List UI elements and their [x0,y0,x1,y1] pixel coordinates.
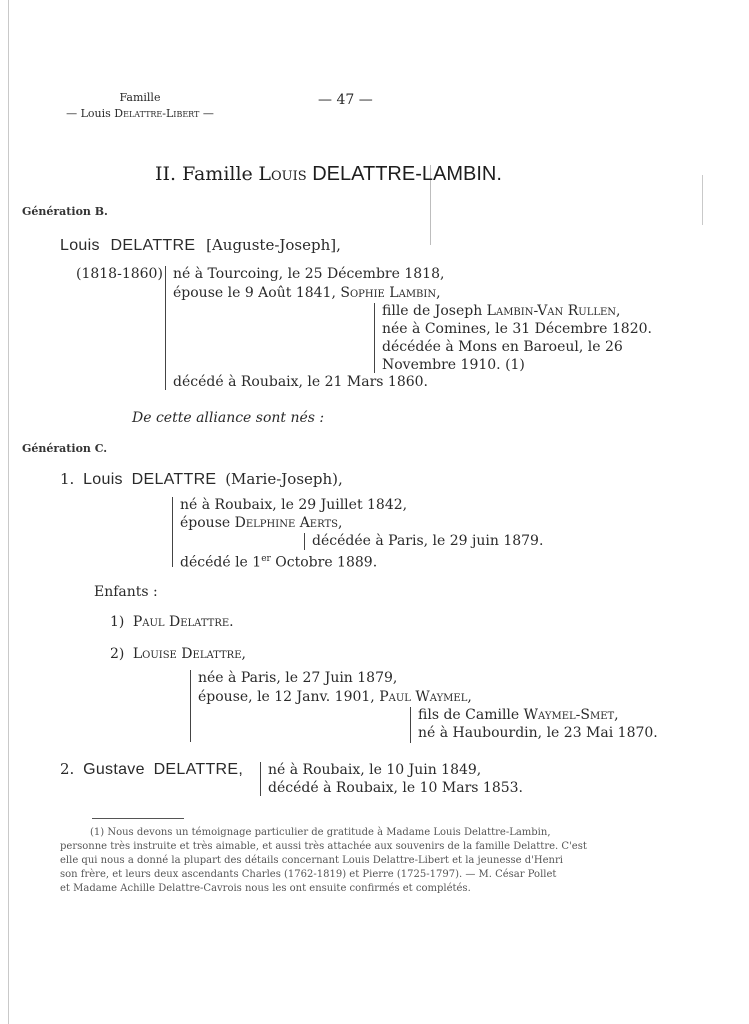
child2-name-line [60,760,243,779]
running-header-family [40,106,240,122]
generation-c-heading: Génération C. [22,442,108,455]
footnote [60,826,678,896]
spouse-father [382,303,620,320]
footnote-line2: personne très instruite et très aimable, et aussi très attachée aux souvenirs de la famille Delattre. C'est [60,841,587,852]
grandchild2-spouse-father-name: Waymel-Smet, [523,707,619,723]
spouse-born: née à Comines, le 31 Décembre 1820. [382,321,652,337]
spouse-died-line2: Novembre 1910. (1) [382,357,525,373]
child1-surname: DELATTRE [131,471,217,488]
child1-spouse-died: décédée à Paris, le 29 juin 1879. [312,533,544,549]
child1-spouse: Delphine Aerts, [234,515,343,531]
louis-years: (1818-1860) [76,266,163,282]
enfants-label: Enfants : [94,584,158,600]
louis-surname: DELATTRE [110,237,196,254]
grandchild2-born: née à Paris, le 27 Juin 1879, [198,670,398,686]
louis-born: né à Tourcoing, le 25 Décembre 1818, [173,266,445,282]
child1-spouse-bracket [304,533,305,550]
louis-marriage [173,285,441,302]
child2-number: 2. [60,760,75,778]
footnote-line1: (1) Nous devons un témoignage particulier de gratitude à Madame Louis Delattre-Lambin, [90,827,551,838]
child2-bracket [260,762,261,796]
spouse-died-line1: décédée à Mons en Baroeul, le 26 [382,339,623,355]
grandchild2-marriage [198,689,472,706]
header-family-rest: Delattre-Libert [114,107,200,120]
child1-died-suffix: Octobre 1889. [275,554,378,571]
child1-died [180,551,377,572]
grandchild2-spouse-father [418,707,619,724]
running-header-label: Famille [119,91,161,104]
louis-bracket [165,266,166,390]
grandchild2-spouse-bracket [410,707,411,743]
child2-first-name: Gustave [83,761,145,778]
running-header [40,90,240,122]
grandchild1 [110,614,234,631]
scan-mark-right [702,175,703,225]
spouse-bracket [374,303,375,373]
child1-bracket [172,497,173,567]
child1-died-sup: er [261,554,271,564]
louis-spouse: Sophie Lambin, [340,285,441,301]
grandchild2-bracket [190,670,191,742]
child2-born: né à Roubaix, le 10 Juin 1849, [268,762,482,778]
footnote-line5: et Madame Achille Delattre-Cavrois nous les ont ensuite confirmés et complétés. [60,883,471,894]
footnote-line4: son frère, et leurs deux ascendants Charles (1762-1819) et Pierre (1725-1797). — M. César Pollet [60,869,557,880]
grandchild1-number: 1) [110,614,125,630]
child1-first-name: Louis [83,471,123,488]
footnote-rule [92,818,184,819]
scan-left-edge [8,0,9,1024]
title-part1: II. Famille [155,163,253,185]
title-part3: DELATTRE-LAMBIN. [312,163,502,185]
louis-name-line [60,236,341,255]
grandchild2-name: Louise Delattre, [132,646,246,662]
title-part2: Louis [258,163,307,185]
child1-number: 1. [60,470,75,488]
header-dash-left: — [66,107,78,120]
louis-given-names: [Auguste-Joseph], [206,236,341,254]
child1-marriage-prefix: épouse [180,515,231,531]
footnote-line3: elle qui nous a donné la plupart des détails concernant Louis Delattre-Libert et la jeunesse d'Henri [60,855,563,866]
grandchild2-spouse: Paul Waymel, [379,689,472,705]
page-number: — 47 — [318,92,373,108]
grandchild2-spouse-born: né à Haubourdin, le 23 Mai 1870. [418,725,658,741]
grandchild2-marriage-prefix: épouse, le 12 Janv. 1901, [198,689,375,705]
page-title [155,163,502,186]
louis-died: décédé à Roubaix, le 21 Mars 1860. [173,374,429,390]
louis-first-name: Louis [60,237,100,254]
child1-given-names: (Marie-Joseph), [225,470,343,488]
child1-born: né à Roubaix, le 29 Juillet 1842, [180,497,408,513]
grandchild2 [110,646,246,663]
generation-b-heading: Génération B. [22,205,108,218]
header-family-first: Louis [80,107,111,120]
grandchild2-number: 2) [110,646,125,662]
spouse-father-prefix: fille de Joseph [382,303,483,319]
child1-died-prefix: décédé le 1 [180,554,262,571]
alliance-text: De cette alliance sont nés : [132,410,325,426]
louis-marriage-prefix: épouse le 9 Août 1841, [173,285,336,301]
header-dash-right: — [202,107,214,120]
grandchild1-name: Paul Delattre. [132,614,234,630]
child2-surname: DELATTRE, [153,761,244,778]
grandchild2-spouse-father-prefix: fils de Camille [418,707,520,723]
child1-name-line [60,470,343,489]
spouse-father-name: Lambin-Van Rullen, [486,303,621,319]
child2-died: décédé à Roubaix, le 10 Mars 1853. [268,780,524,796]
child1-marriage [180,515,342,532]
